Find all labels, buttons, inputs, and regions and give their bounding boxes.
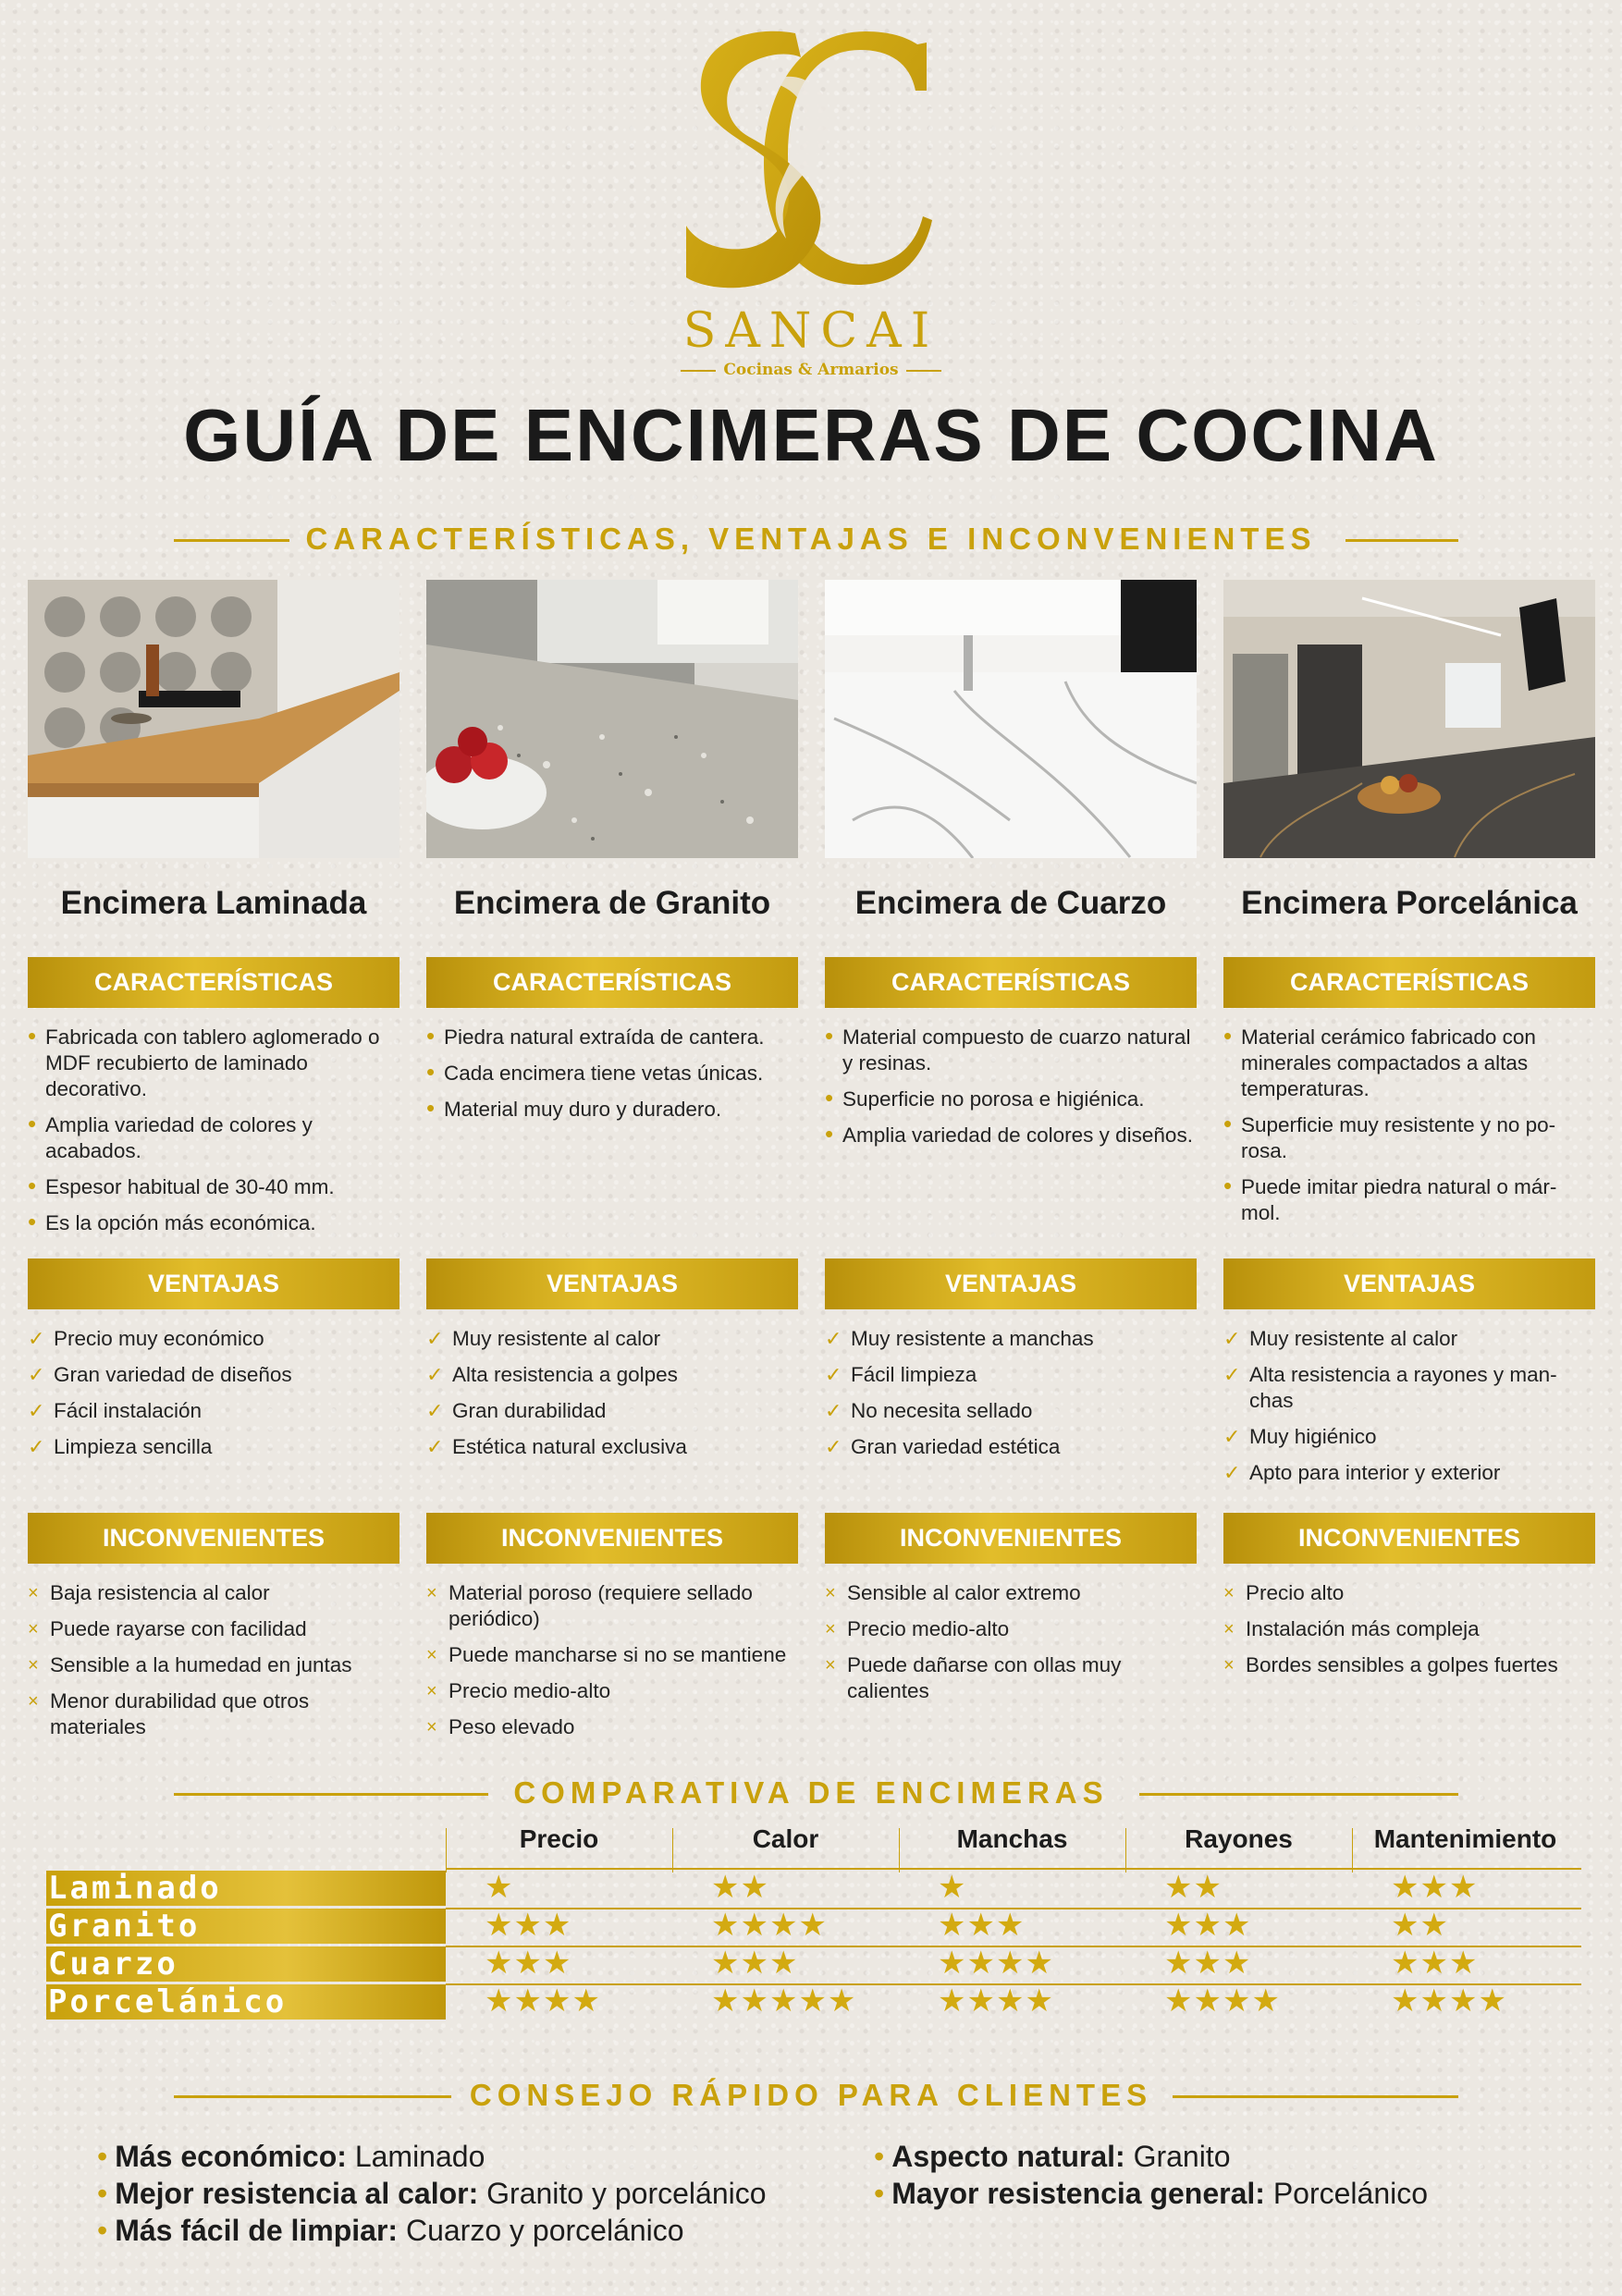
list-item: • Superficie no porosa e higiénica.: [825, 1084, 1145, 1111]
list-item: • Espesor habitual de 30-40 mm.: [28, 1172, 335, 1199]
cross-icon: ×: [426, 1681, 437, 1701]
list-item: ✓ Precio muy económico: [28, 1327, 264, 1350]
cross-icon: ×: [426, 1717, 437, 1737]
page-title: GUÍA DE ENCIMERAS DE COCINA: [183, 394, 1439, 476]
table-row: [46, 1909, 1581, 1944]
list-item: × Sensible a la humedad en juntas: [28, 1653, 352, 1676]
dot-icon: •: [426, 1094, 436, 1122]
pros-band: VENTAJAS: [28, 1259, 399, 1309]
list-item: • Amplia variedad de colores y acabados.: [28, 1110, 313, 1162]
list-item: ✓ Muy resistente a manchas: [825, 1327, 1094, 1350]
list-item: × Menor durabilidad que otros materiales: [28, 1689, 310, 1738]
cons-list: [1223, 1580, 1595, 1688]
list-item: × Precio medio-alto: [426, 1679, 611, 1702]
dot-icon: •: [1223, 1110, 1233, 1137]
brand-tagline: Cocinas & Armarios: [666, 361, 956, 379]
dot-icon: •: [1223, 1022, 1233, 1050]
star-rating: ★★★: [485, 1908, 572, 1943]
star-rating: ★: [938, 1870, 967, 1905]
cons-list: [426, 1580, 798, 1750]
dot-icon: •: [28, 1022, 37, 1050]
star-rating: ★★★: [485, 1946, 572, 1981]
features-band: CARACTERÍSTICAS: [825, 957, 1197, 1008]
features-band: CARACTERÍSTICAS: [1223, 957, 1595, 1008]
column-header-stains: Manchas: [956, 1824, 1068, 1853]
features-band: CARACTERÍSTICAS: [28, 957, 399, 1008]
star-rating: ★★★★: [485, 1983, 601, 2019]
comparison-heading: COMPARATIVA DE ENCIMERAS: [0, 1775, 1622, 1811]
star-rating: ★★★: [711, 1946, 799, 1981]
star-rating: ★★★: [1164, 1946, 1252, 1981]
star-rating: ★★★: [1391, 1946, 1479, 1981]
sc-monogram-logo: [684, 26, 938, 294]
cross-icon: ×: [825, 1655, 836, 1676]
pros-band: VENTAJAS: [825, 1259, 1197, 1309]
list-item: × Puede rayarse con facilidad: [28, 1617, 307, 1640]
list-item: × Bordes sensibles a golpes fuertes: [1223, 1653, 1558, 1676]
list-item: • Fabricada con tablero aglomerado o MDF recubierto de laminado decorativo.: [28, 1022, 380, 1100]
list-item: ✓ Fácil limpieza: [825, 1363, 977, 1386]
pros-band: VENTAJAS: [426, 1259, 798, 1309]
column-header-heat: Calor: [752, 1824, 819, 1853]
cross-icon: ×: [1223, 1583, 1235, 1603]
check-icon: ✓: [825, 1399, 842, 1422]
tip-item: • Mayor resistencia general: Porcelánico: [874, 2177, 1429, 2210]
check-icon: ✓: [1223, 1461, 1241, 1484]
row-label: Laminado: [46, 1871, 446, 1906]
tip-item: • Aspecto natural: Granito: [874, 2140, 1231, 2173]
list-item: × Precio medio-alto: [825, 1617, 1010, 1640]
column-title: Encimera de Cuarzo: [854, 885, 1167, 921]
list-item: ✓ Limpieza sencilla: [28, 1435, 213, 1458]
dot-icon: •: [874, 2177, 885, 2210]
brand-logo: [666, 26, 956, 379]
list-item: ✓ Muy resistente al calor: [426, 1327, 661, 1350]
dot-icon: •: [825, 1120, 834, 1148]
column-header-scratches: Rayones: [1185, 1824, 1293, 1853]
list-item: ✓ Gran variedad de diseños: [28, 1363, 292, 1386]
pros-list: [825, 1326, 1197, 1470]
tip-item: • Más fácil de limpiar: Cuarzo y porcelánico: [97, 2214, 684, 2247]
list-item: • Amplia variedad de colores y diseños.: [825, 1120, 1193, 1148]
cross-icon: ×: [28, 1691, 39, 1712]
row-label: Porcelánico: [46, 1984, 446, 2020]
cons-band: INCONVENIENTES: [825, 1513, 1197, 1564]
list-item: ✓ Alta resistencia a golpes: [426, 1363, 678, 1386]
star-rating: ★★★★: [938, 1983, 1054, 2019]
list-item: • Puede imitar piedra natural o már- mol.: [1223, 1172, 1557, 1224]
star-rating: ★★★★: [1164, 1983, 1281, 2019]
star-rating: ★★: [711, 1870, 769, 1905]
list-item: ✓ Fácil instalación: [28, 1399, 203, 1422]
list-item: × Instalación más compleja: [1223, 1617, 1480, 1640]
pros-list: [1223, 1326, 1595, 1496]
table-row: [46, 1984, 1581, 2020]
check-icon: ✓: [426, 1363, 444, 1386]
list-item: × Peso elevado: [426, 1715, 575, 1738]
check-icon: ✓: [426, 1399, 444, 1422]
row-label: Granito: [46, 1909, 446, 1944]
column-header-price: Precio: [519, 1824, 599, 1853]
list-item: ✓ Apto para interior y exterior: [1223, 1461, 1501, 1484]
star-rating: ★★★: [1391, 1870, 1479, 1905]
check-icon: ✓: [1223, 1363, 1241, 1386]
star-rating: ★★: [1164, 1870, 1223, 1905]
list-item: • Material cerámico fabricado con minerales compactados a altas temperaturas.: [1223, 1022, 1536, 1100]
list-item: • Material muy duro y duradero.: [426, 1094, 722, 1122]
star-rating: ★★★: [1164, 1908, 1252, 1943]
pros-list: [426, 1326, 798, 1470]
list-item: ✓ No necesita sellado: [825, 1399, 1033, 1422]
star-rating: ★: [485, 1870, 514, 1905]
dot-icon: •: [874, 2140, 885, 2173]
tips-heading: CONSEJO RÁPIDO PARA CLIENTES: [0, 2078, 1622, 2113]
list-item: × Material poroso (requiere sellado periódico): [426, 1581, 753, 1630]
check-icon: ✓: [1223, 1425, 1241, 1448]
list-item: ✓ Alta resistencia a rayones y man- chas: [1223, 1363, 1557, 1412]
cons-list: [28, 1580, 399, 1750]
table-row: [46, 1946, 1581, 1982]
table-row: [46, 1871, 1581, 1906]
dot-icon: •: [97, 2140, 108, 2173]
list-item: • Piedra natural extraída de cantera.: [426, 1022, 765, 1050]
pros-band: VENTAJAS: [1223, 1259, 1595, 1309]
cross-icon: ×: [28, 1655, 39, 1676]
list-item: • Material compuesto de cuarzo natural y resinas.: [825, 1022, 1191, 1074]
dot-icon: •: [1223, 1172, 1233, 1199]
star-rating: ★★★★: [711, 1908, 828, 1943]
dot-icon: •: [825, 1022, 834, 1050]
section-subtitle: CARACTERÍSTICAS, VENTAJAS E INCONVENIENTES: [0, 522, 1622, 557]
dot-icon: •: [825, 1084, 834, 1111]
list-item: ✓ Estética natural exclusiva: [426, 1435, 687, 1458]
column-title: Encimera de Granito: [453, 885, 771, 921]
features-list: [28, 1022, 399, 1246]
porcelain-kitchen-photo: [1223, 580, 1595, 858]
star-rating: ★★★: [938, 1908, 1026, 1943]
quartz-kitchen-photo: [825, 580, 1197, 858]
cross-icon: ×: [426, 1645, 437, 1665]
cross-icon: ×: [28, 1583, 39, 1603]
cons-band: INCONVENIENTES: [28, 1513, 399, 1564]
list-item: • Cada encimera tiene vetas únicas.: [426, 1058, 764, 1086]
list-item: × Puede mancharse si no se mantiene: [426, 1643, 787, 1666]
cons-list: [825, 1580, 1197, 1714]
check-icon: ✓: [28, 1363, 45, 1386]
cons-band: INCONVENIENTES: [426, 1513, 798, 1564]
features-list: [825, 1022, 1197, 1159]
dot-icon: •: [97, 2177, 108, 2210]
check-icon: ✓: [426, 1327, 444, 1350]
dot-icon: •: [426, 1022, 436, 1050]
cross-icon: ×: [426, 1583, 437, 1603]
list-item: • Superficie muy resistente y no po- rosa.: [1223, 1110, 1556, 1162]
list-item: ✓ Gran variedad estética: [825, 1435, 1061, 1458]
dot-icon: •: [28, 1110, 37, 1137]
features-band: CARACTERÍSTICAS: [426, 957, 798, 1008]
check-icon: ✓: [28, 1399, 45, 1422]
cons-band: INCONVENIENTES: [1223, 1513, 1595, 1564]
cross-icon: ×: [28, 1619, 39, 1639]
features-list: [426, 1022, 798, 1133]
star-rating: ★★: [1391, 1908, 1449, 1943]
column-header-maintenance: Mantenimiento: [1373, 1824, 1557, 1853]
list-item: × Puede dañarse con ollas muy calientes: [825, 1653, 1122, 1702]
list-item: • Es la opción más económica.: [28, 1208, 316, 1235]
granite-kitchen-photo: [426, 580, 798, 858]
check-icon: ✓: [825, 1363, 842, 1386]
pros-list: [28, 1326, 399, 1470]
star-rating: ★★★★: [938, 1946, 1054, 1981]
laminate-kitchen-photo: [28, 580, 399, 858]
cross-icon: ×: [1223, 1619, 1235, 1639]
dot-icon: •: [426, 1058, 436, 1086]
check-icon: ✓: [1223, 1327, 1241, 1350]
dot-icon: •: [28, 1172, 37, 1199]
list-item: ✓ Muy higiénico: [1223, 1425, 1377, 1448]
list-item: × Baja resistencia al calor: [28, 1581, 270, 1604]
list-item: ✓ Muy resistente al calor: [1223, 1327, 1458, 1350]
check-icon: ✓: [426, 1435, 444, 1458]
cross-icon: ×: [1223, 1655, 1235, 1676]
dot-icon: •: [97, 2214, 108, 2247]
tip-item: • Más económico: Laminado: [97, 2140, 485, 2173]
column-title: Encimera Laminada: [60, 885, 367, 921]
row-label: Cuarzo: [46, 1946, 446, 1982]
column-title: Encimera Porcelánica: [1241, 885, 1578, 921]
star-rating: ★★★★: [1391, 1983, 1507, 2019]
list-item: × Sensible al calor extremo: [825, 1581, 1081, 1604]
brand-name: SANCAI: [682, 303, 940, 359]
dot-icon: •: [28, 1208, 37, 1235]
features-list: [1223, 1022, 1595, 1236]
check-icon: ✓: [28, 1435, 45, 1458]
list-item: ✓ Gran durabilidad: [426, 1399, 607, 1422]
check-icon: ✓: [825, 1435, 842, 1458]
check-icon: ✓: [28, 1327, 45, 1350]
tip-item: • Mejor resistencia al calor: Granito y porcelánico: [97, 2177, 767, 2210]
list-item: × Precio alto: [1223, 1581, 1345, 1604]
cross-icon: ×: [825, 1583, 836, 1603]
check-icon: ✓: [825, 1327, 842, 1350]
star-rating: ★★★★★: [711, 1983, 857, 2019]
cross-icon: ×: [825, 1619, 836, 1639]
